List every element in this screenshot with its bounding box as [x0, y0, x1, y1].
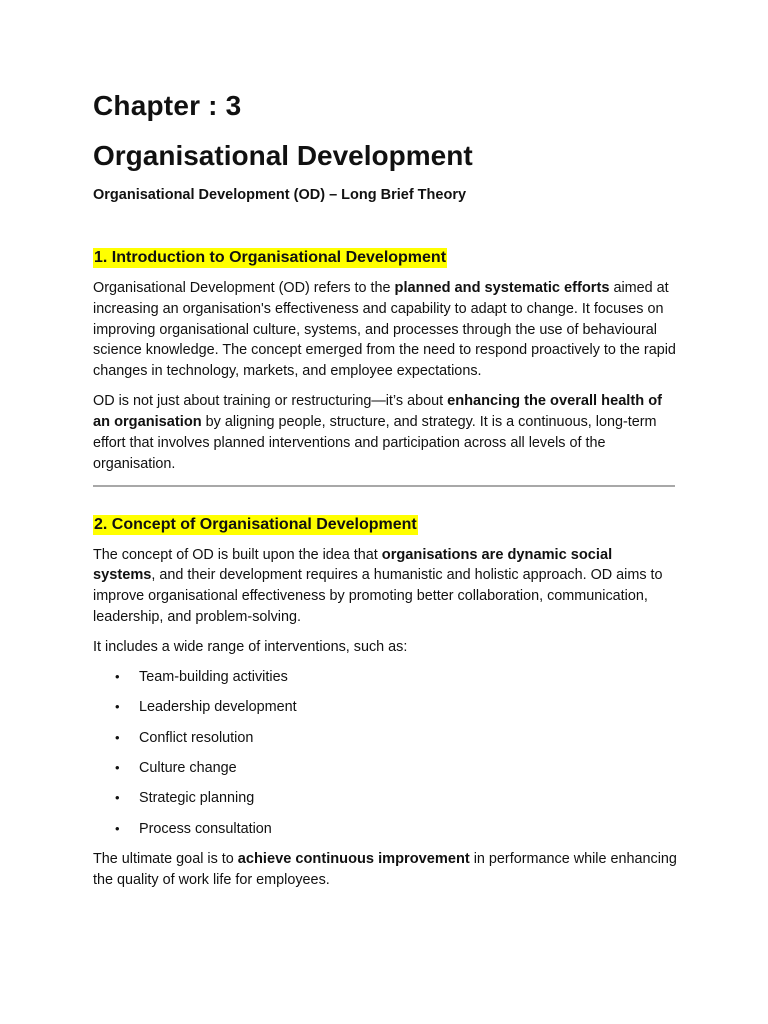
- section-2-paragraph-2: It includes a wide range of interventions, such as:: [93, 639, 408, 656]
- list-item: • Strategic planning: [93, 788, 678, 809]
- section-1-paragraph-1: Organisational Development (OD) refers to the planned and systematic efforts aimed at increasing an organisation's effectiveness and capability to adapt to change. It focuses on improving organisational culture, systems, and processes through the use of behavioural science knowledge. The concept emerged from the need to respond proactively to the rapid changes in technology, markets, and employee expectations.: [93, 280, 676, 380]
- list-item: • Team-building activities: [93, 667, 678, 688]
- emphasis: organisations are dynamic social systems: [93, 546, 613, 584]
- bullet-icon: •: [115, 729, 120, 745]
- section-1-heading-highlight: 1. Introduction to Organisational Development: [94, 249, 447, 266]
- list-item: • Process consultation: [93, 819, 678, 840]
- bullet-icon: •: [115, 760, 120, 776]
- chapter-heading: Chapter : 3: [93, 90, 242, 121]
- section-2-heading-highlight: 2. Concept of Organisational Development: [94, 515, 417, 533]
- emphasis: planned and systematic efforts: [394, 280, 610, 296]
- bullet-icon: •: [115, 790, 120, 806]
- bullet-icon: •: [115, 699, 120, 715]
- interventions-list: [93, 667, 678, 839]
- section-2-paragraph-3: The ultimate goal is to achieve continuous improvement in performance while enhancing the quality of work life for employees.: [93, 850, 677, 888]
- bullet-icon: •: [115, 820, 120, 836]
- list-item: • Leadership development: [93, 697, 678, 718]
- horizontal-divider: [93, 485, 675, 487]
- document-subtitle: Organisational Development (OD) – Long Brief Theory: [93, 187, 467, 203]
- list-item: • Culture change: [93, 758, 678, 779]
- emphasis: achieve continuous improvement: [237, 850, 470, 867]
- emphasis: enhancing the overall health of an organisation: [93, 393, 662, 431]
- section-2-paragraph-1: The concept of OD is built upon the idea that organisations are dynamic social systems, and their development requires a humanistic and holistic approach. OD aims to improve organisational effectiveness by promoting better collaboration, communication, leadership, and problem-solving.: [93, 546, 663, 626]
- section-1-paragraph-2: OD is not just about training or restructuring—it’s about enhancing the overall health of an organisation by aligning people, structure, and strategy. It is a continuous, long-term effort that involves planned interventions and participation across all levels of the organisation.: [93, 393, 662, 472]
- list-item: • Conflict resolution: [93, 728, 678, 749]
- section-1-heading: [93, 247, 678, 269]
- section-2-heading: [93, 514, 678, 536]
- document-page: [93, 86, 678, 891]
- bullet-icon: •: [115, 669, 120, 685]
- document-title: Organisational Development: [93, 140, 473, 171]
